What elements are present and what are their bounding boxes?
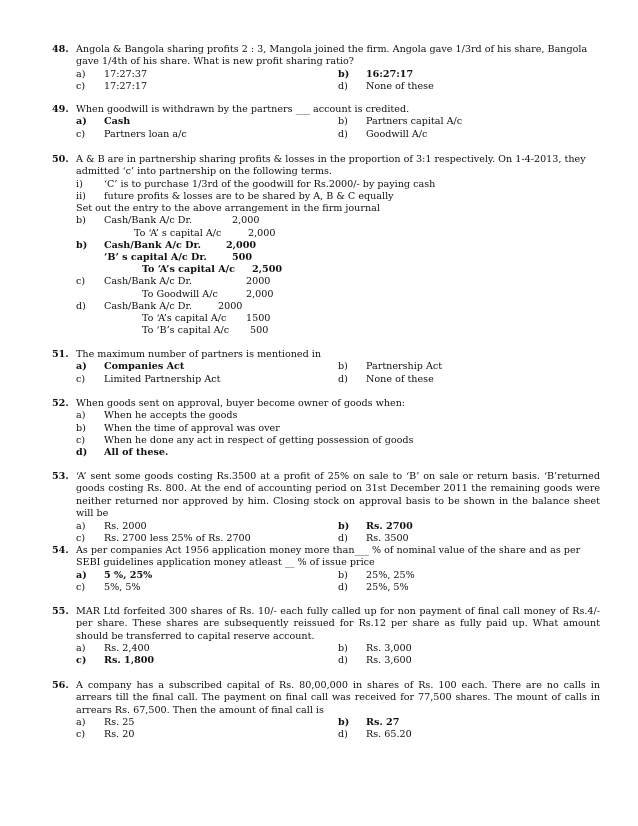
options	[76, 521, 600, 545]
options	[76, 69, 600, 93]
option-b[interactable]: b) Rs. 2700	[338, 520, 413, 532]
option-d[interactable]: d) Goodwill A/c	[338, 128, 428, 140]
question-number: 48.	[52, 44, 69, 55]
question-text: The maximum number of partners is mentioned in	[76, 349, 322, 360]
options	[76, 570, 600, 594]
question-text: MAR Ltd forfeited 300 shares of Rs. 10/- each fully called up for non payment of final call money of Rs.4/- per share. These shares are subsequently reissued for Rs.12 per share as fully paid up. What amount should be transferred to capital reserve account.	[76, 606, 600, 642]
options	[76, 717, 600, 741]
question-text: A & B are in partnership sharing profits & losses in the proportion of 3:1 respectively. On 1-4-2013, they admitted ‘c’ into partnership on the following terms.	[76, 154, 586, 178]
question-text: A company has a subscribed capital of Rs. 80,00,000 in shares of Rs. 100 each. There are no calls in arrears till the final call. The payment on final call was received for 77,500 shares. The mount of calls in arrears Rs. 67,500. Then the amount of final call is	[76, 680, 600, 716]
option-d[interactable]: d) All of these.	[76, 446, 169, 458]
options	[76, 116, 600, 140]
question-number: 50.	[52, 154, 69, 165]
conditions: i) ‘C’ is to purchase 1/3rd of the goodwill for Rs.2000/- by paying cash ii) future profits & losses are to be shared by A, B & C equally Set out the entry to the above arrangement in the firm journal	[76, 179, 600, 216]
question-52	[40, 398, 600, 459]
question-number: 52.	[52, 398, 69, 409]
question-number: 56.	[52, 680, 69, 691]
question-51	[40, 349, 600, 386]
option-a[interactable]: a) Companies Act	[76, 361, 185, 373]
journal-options	[76, 215, 600, 337]
question-text: ‘A’ sent some goods costing Rs.3500 at a profit of 25% on sale to ‘B’ on sale or return basis. ‘B’returned goods costing Rs. 800. At the end of accounting period on 31st December 2011 the remaining goods were neither returned nor approved by him. Closing stock on approval basis to be shown in the balance sheet will be	[76, 471, 600, 520]
option-d[interactable]: d) Rs. 3500	[338, 532, 409, 544]
question-number: 55.	[52, 606, 69, 617]
question-number: 53.	[52, 471, 69, 482]
option-d[interactable]: d) None of these	[338, 81, 434, 92]
option-a[interactable]: a) Cash	[76, 116, 131, 128]
options	[76, 643, 600, 667]
question-text: Angola & Bangola sharing profits 2 : 3, Mangola joined the firm. Angola gave 1/3rd of his share, Bangola gave 1/4th of his share. What is new profit sharing ratio?	[76, 44, 588, 68]
question-56	[40, 680, 600, 742]
question-54	[40, 545, 600, 594]
option-c[interactable]: c) Limited Partnership Act	[76, 373, 221, 385]
question-number: 51.	[52, 349, 69, 360]
option-b[interactable]: b) Rs. 27	[338, 717, 400, 729]
option-c[interactable]: c) Rs. 20	[76, 729, 135, 741]
question-text: When goods sent on approval, buyer become owner of goods when:	[76, 398, 406, 409]
question-49	[40, 104, 600, 141]
option-d[interactable]: d) None of these	[338, 373, 434, 385]
options	[76, 361, 600, 385]
question-text: As per companies Act 1956 application money more than___ % of nominal value of the share and as per SEBI guidelines application money atleast __ % of issue price	[76, 545, 581, 569]
option-c[interactable]: c) Rs. 2700 less 25% of Rs. 2700	[76, 532, 251, 544]
option-d[interactable]: d) Rs. 65.20	[338, 729, 412, 741]
option-a[interactable]: a) 17:27:37	[76, 68, 148, 80]
option-b[interactable]: b) 25%, 25%	[338, 569, 415, 581]
journal-option-b[interactable]: b) Cash/Bank A/c Dr. 2,000 ‘B’ s capital A/c Dr. 500 To ‘A’s capital A/c 2,500	[76, 239, 283, 276]
question-53	[40, 471, 600, 545]
question-55	[40, 606, 600, 668]
condition-text: future profits & losses are to be shared by A, B & C equally	[104, 191, 394, 202]
option-c[interactable]: c) When he done any act in respect of getting possession of goods	[76, 434, 414, 446]
question-number: 54.	[52, 545, 69, 556]
journal-option-d[interactable]: d) Cash/Bank A/c Dr. 2000 To ‘A’s capital A/c 1500 To ‘B’s capital A/c 500	[76, 300, 271, 337]
condition-text: ‘C’ is to purchase 1/3rd of the goodwill for Rs.2000/- by paying cash	[104, 178, 436, 190]
option-b[interactable]: b) Partners capital A/c	[338, 116, 463, 128]
option-b[interactable]: b) 16:27:17	[338, 68, 414, 80]
option-c[interactable]: c) 17:27:17	[76, 81, 148, 92]
option-c[interactable]: c) 5%, 5%	[76, 582, 141, 593]
options	[76, 410, 600, 459]
question-50	[40, 154, 600, 337]
instruction: Set out the entry to the above arrangement in the firm journal	[76, 203, 380, 215]
journal-option-c[interactable]: c) Cash/Bank A/c Dr. 2000 To Goodwill A/c 2,000	[76, 276, 274, 300]
option-a[interactable]: a) Rs. 2000	[76, 520, 147, 532]
question-text: When goodwill is withdrawn by the partners ___ account is credited.	[76, 104, 410, 115]
option-b[interactable]: b) Partnership Act	[338, 361, 443, 373]
option-d[interactable]: d) 25%, 5%	[338, 582, 409, 593]
question-48	[40, 44, 600, 93]
option-a[interactable]: a) 5 %, 25%	[76, 569, 153, 581]
journal-option-a[interactable]: b) Cash/Bank A/c Dr. 2,000 To ‘A’ s capital A/c 2,000	[76, 215, 276, 239]
option-d[interactable]: d) Rs. 3,600	[338, 655, 412, 667]
option-c[interactable]: c) Rs. 1,800	[76, 655, 155, 667]
option-b[interactable]: b) When the time of approval was over	[76, 422, 280, 434]
option-c[interactable]: c) Partners loan a/c	[76, 128, 187, 140]
option-a[interactable]: a) When he accepts the goods	[76, 410, 238, 422]
option-a[interactable]: a) Rs. 2,400	[76, 643, 150, 655]
option-a[interactable]: a) Rs. 25	[76, 717, 135, 729]
option-b[interactable]: b) Rs. 3,000	[338, 643, 412, 655]
question-number: 49.	[52, 104, 69, 115]
